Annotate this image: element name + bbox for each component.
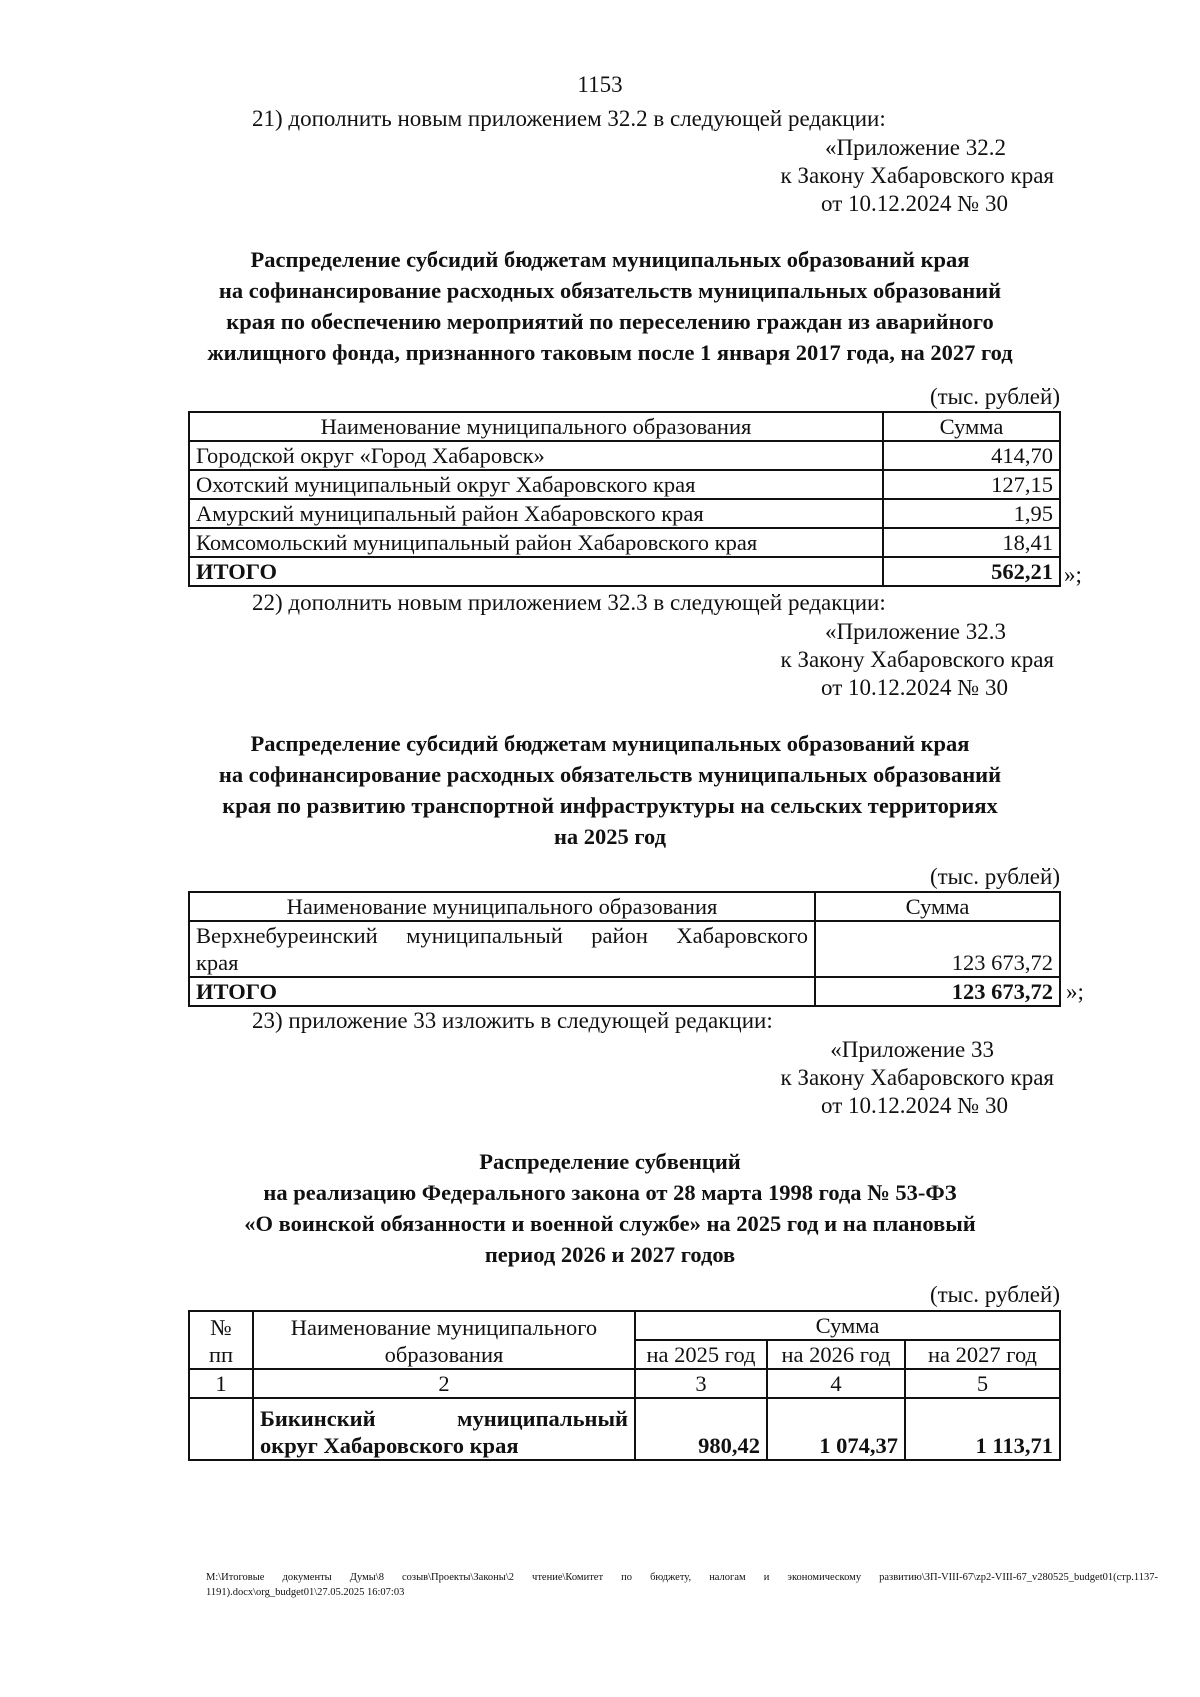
title-line: на реализацию Федерального закона от 28 марта 1998 года № 53-ФЗ: [263, 1180, 957, 1205]
item-21-closer: »;: [1064, 562, 1082, 587]
row-value: 414,70: [883, 441, 1060, 470]
header-2025: на 2025 год: [635, 1340, 767, 1369]
column-number: 4: [767, 1369, 905, 1398]
item-21-title: [160, 244, 1060, 368]
item-22-title: [160, 728, 1060, 852]
item-21-appendix-header: [781, 134, 1054, 218]
table-header-row: [189, 892, 1060, 921]
appendix-line: «Приложение 32.2: [825, 135, 1006, 160]
row-value-2027: 1 113,71: [905, 1398, 1060, 1460]
header-line: Наименование муниципального: [290, 1315, 598, 1340]
header-2027: на 2027 год: [905, 1340, 1060, 1369]
column-number: 1: [189, 1369, 253, 1398]
header-sum: Сумма: [635, 1311, 1060, 1340]
table-row: [189, 1398, 1060, 1460]
header-line: пп: [208, 1342, 234, 1367]
row-name-word: муниципальный: [457, 1406, 628, 1431]
row-value: 127,15: [883, 470, 1060, 499]
row-name-line: края: [196, 950, 239, 975]
table-header-row: [189, 1311, 1060, 1340]
total-value: 123 673,72: [815, 977, 1060, 1006]
table-header-row: [189, 412, 1060, 441]
header-name: Наименование муниципального образования: [189, 412, 883, 441]
title-line: Распределение субсидий бюджетам муниципальных образований края: [250, 731, 970, 756]
item-21-table: [188, 411, 1061, 587]
column-number: 5: [905, 1369, 1060, 1398]
table-total-row: [189, 977, 1060, 1006]
table-row: [189, 470, 1060, 499]
table-row: [189, 441, 1060, 470]
appendix-line: от 10.12.2024 № 30: [821, 675, 1008, 700]
column-number-row: [189, 1369, 1060, 1398]
row-value: 123 673,72: [815, 921, 1060, 977]
appendix-line: от 10.12.2024 № 30: [821, 191, 1008, 216]
item-22-units: (тыс. рублей): [929, 864, 1060, 889]
title-line: Распределение субвенций: [479, 1149, 741, 1174]
row-value: 18,41: [883, 528, 1060, 557]
total-value: 562,21: [883, 557, 1060, 586]
appendix-line: «Приложение 33: [830, 1037, 994, 1062]
item-23-title: [160, 1146, 1060, 1270]
row-number: [189, 1398, 253, 1460]
page-number: 1153: [577, 72, 623, 97]
row-name: [189, 921, 815, 977]
row-value-2025: 980,42: [635, 1398, 767, 1460]
item-23-intro: 23) приложение 33 изложить в следующей редакции:: [252, 1008, 773, 1033]
row-name-word: Бикинский: [260, 1406, 376, 1431]
title-line: на софинансирование расходных обязательств муниципальных образований: [218, 278, 1002, 303]
title-line: на софинансирование расходных обязательств муниципальных образований: [218, 762, 1002, 787]
header-number: [189, 1311, 253, 1369]
header-sum: Сумма: [815, 892, 1060, 921]
row-name: [253, 1398, 635, 1460]
title-line: края по обеспечению мероприятий по переселению граждан из аварийного: [226, 309, 994, 334]
appendix-line: к Закону Хабаровского края: [780, 1065, 1054, 1090]
row-name-line: округ Хабаровского края: [260, 1433, 519, 1458]
header-2026: на 2026 год: [767, 1340, 905, 1369]
header-sum: Сумма: [883, 412, 1060, 441]
row-name-line: [260, 1405, 628, 1432]
table-total-row: [189, 557, 1060, 586]
row-value: 1,95: [883, 499, 1060, 528]
appendix-line: «Приложение 32.3: [825, 619, 1006, 644]
title-line: на 2025 год: [553, 824, 667, 849]
title-line: края по развитию транспортной инфраструктуры на сельских территориях: [222, 793, 998, 818]
header-line: образования: [384, 1342, 504, 1367]
header-line: №: [210, 1315, 232, 1340]
title-line: Распределение субсидий бюджетам муниципальных образований края: [250, 247, 970, 272]
row-name-line: Верхнебуреинский муниципальный район Хабаровского: [196, 923, 808, 948]
appendix-line: от 10.12.2024 № 30: [821, 1093, 1008, 1118]
header-name: [253, 1311, 635, 1369]
table-row: [189, 528, 1060, 557]
item-23-appendix-header: [781, 1036, 1054, 1120]
title-line: период 2026 и 2027 годов: [484, 1242, 736, 1267]
column-number: 2: [253, 1369, 635, 1398]
item-22-appendix-header: [781, 618, 1054, 702]
item-22-closer: »;: [1066, 979, 1084, 1004]
title-line: «О воинской обязанности и военной службе» на 2025 год и на плановый: [244, 1211, 976, 1236]
row-name: Амурский муниципальный район Хабаровского края: [189, 499, 883, 528]
item-23-table: [188, 1310, 1061, 1461]
appendix-line: к Закону Хабаровского края: [780, 647, 1054, 672]
table-row: [189, 499, 1060, 528]
row-name: Охотский муниципальный округ Хабаровского края: [189, 470, 883, 499]
item-21-units: (тыс. рублей): [929, 384, 1060, 409]
row-name: Городской округ «Город Хабаровск»: [189, 441, 883, 470]
item-23-units: (тыс. рублей): [929, 1282, 1060, 1307]
appendix-line: к Закону Хабаровского края: [780, 163, 1054, 188]
total-label: ИТОГО: [189, 557, 883, 586]
item-22-table: [188, 891, 1061, 1007]
row-value-2026: 1 074,37: [767, 1398, 905, 1460]
row-name: Комсомольский муниципальный район Хабаровского края: [189, 528, 883, 557]
item-22-intro: 22) дополнить новым приложением 32.3 в следующей редакции:: [252, 590, 886, 615]
column-number: 3: [635, 1369, 767, 1398]
footer-file-path: М:\Итоговые документы Думы\8 созыв\Проекты\Законы\2 чтение\Комитет по бюджету, налогам и экономическому развитию\ЗП-VIII-67\zp2-VIII-67_v280525_budget01(стр.1137-1191).docx\org_budget01\27.05.2025 16:07:03: [206, 1572, 1158, 1598]
total-label: ИТОГО: [189, 977, 815, 1006]
item-21-intro: 21) дополнить новым приложением 32.2 в следующей редакции:: [252, 106, 886, 131]
table-row: [189, 921, 1060, 977]
title-line: жилищного фонда, признанного таковым после 1 января 2017 года, на 2027 год: [207, 340, 1013, 365]
header-name: Наименование муниципального образования: [189, 892, 815, 921]
